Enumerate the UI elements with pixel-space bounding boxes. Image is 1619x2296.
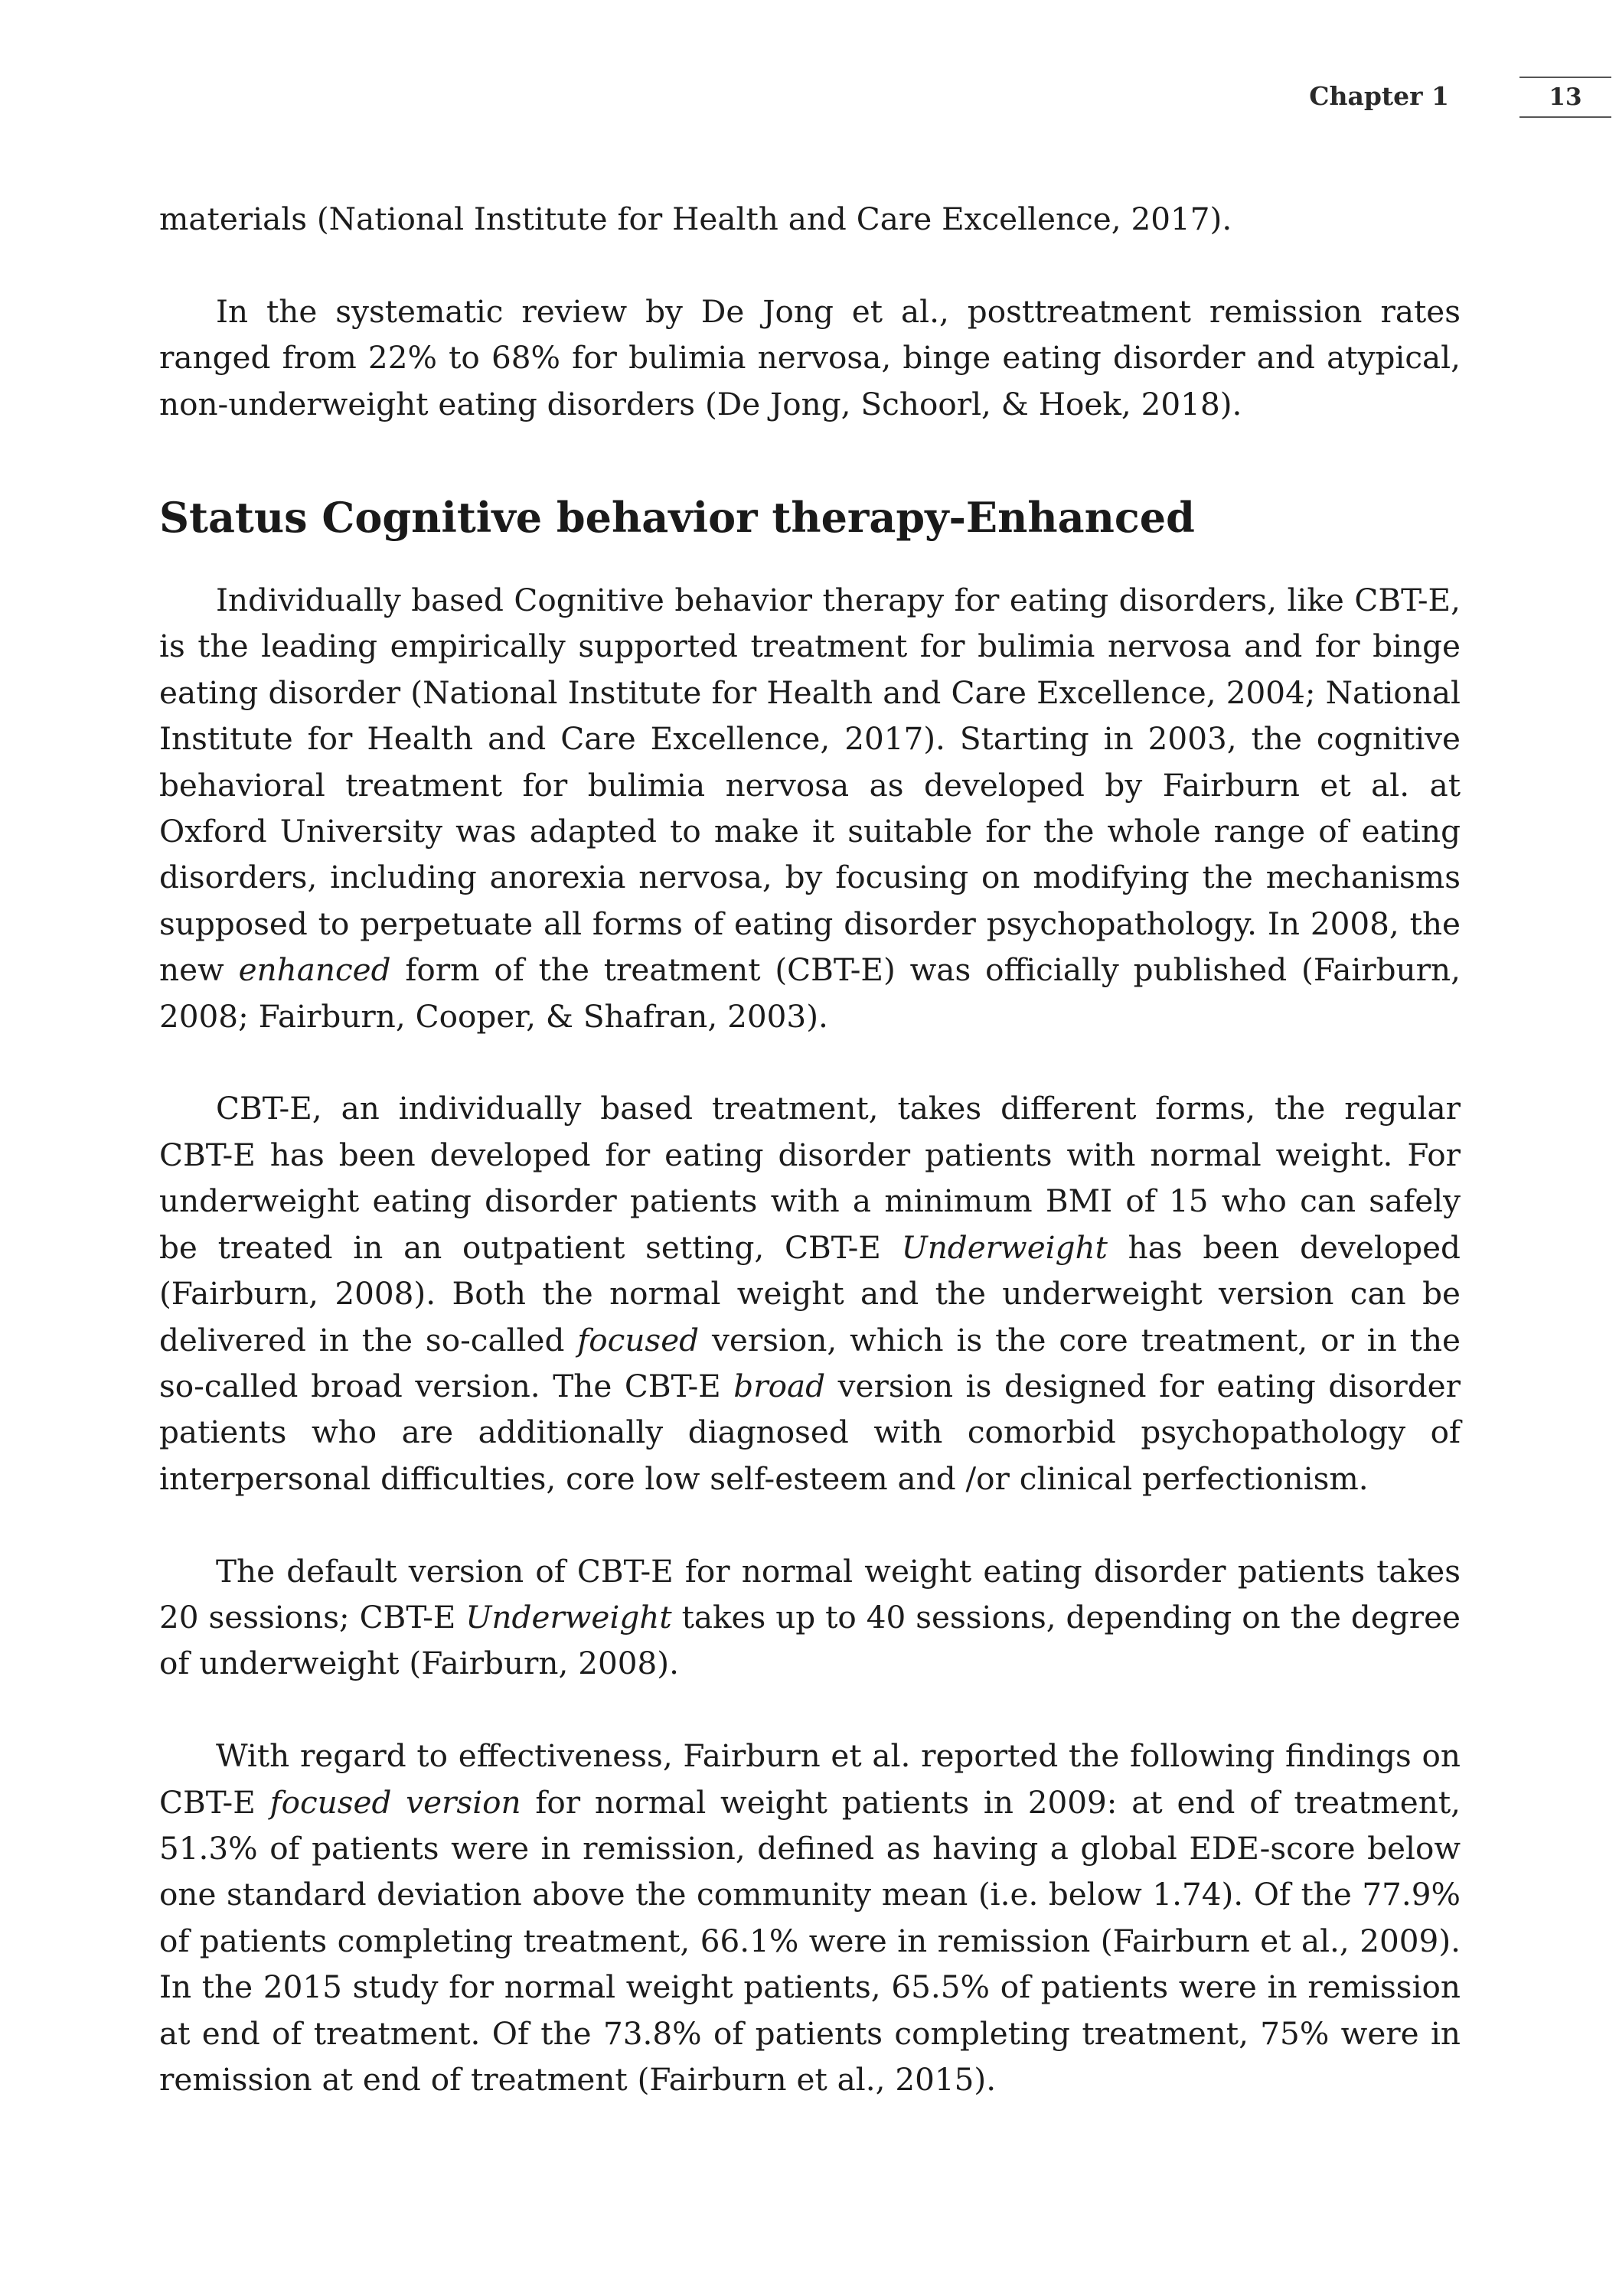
emphasis-underweight: Underweight [901,1228,1108,1266]
section-heading: Status Cognitive behavior therapy-Enhanced [159,493,1195,543]
paragraph-text: version is designed for eating disorder patients who are additionally diagnosed with comorbid psychopathology of interpersonal difficulties, core low self-esteem and /or clinical perfectionism. [159,1367,1461,1497]
paragraph-cbt-e-forms [159,1085,1461,1502]
paragraph-text: form of the treatment (CBT-E) was officially published (Fairburn, 2008; Fairburn, Cooper, & Shafran, 2003). [159,951,1461,1035]
emphasis-enhanced: enhanced [238,951,391,989]
paragraph-cbt-e-intro [159,577,1461,1039]
paragraph-effectiveness [159,1733,1461,2102]
running-header [0,77,1619,122]
paragraph-continuation: materials (National Institute for Health and Care Excellence, 2017). [159,201,1232,237]
paragraph-text: Individually based Cognitive behavior therapy for eating disorders, like CBT-E, is the leading empirically supported treatment for bulimia nervosa and for binge eating disorder (National Institute for Health and Care Excellence, 2004; National Institute for Health and Care Excellence, 2017). Starting in 2003, the cognitive behavioral treatment for bulimia nervosa as developed by Fairburn et al. at Oxford University was adapted to make it suitable for the whole range of eating disorders, including anorexia nervosa, by focusing on modifying the mechanisms supposed to perpetuate all forms of eating disorder psychopathology. In 2008, the new [159,582,1461,989]
paragraph-systematic-review: In the systematic review by De Jong et al., posttreatment remission rates ranged from 22% to 68% for bulimia nervosa, binge eating disorder and atypical, non-underweight eating disorders (De Jong, Schoorl, & Hoek, 2018). [159,292,1461,422]
paragraph-text: has been developed (Fairburn, 2008). Both the normal weight and the underweight version can be delivered in the so-called [159,1228,1461,1358]
paragraph-text: version, which is the core treatment, or in the so-called broad version. The CBT-E [159,1321,1461,1404]
paragraph-text: for normal weight patients in 2009: at end of treatment, 51.3% of patients were in remission, defined as having a global EDE-score below one standard deviation above the community mean (i.e. below 1.74). Of the 77.9% of patients completing treatment, 66.1% were in remission (Fairburn et al., 2009). In the 2015 study for normal weight patients, 65.5% of patients were in remission at end of treatment. Of the 73.8% of patients completing treatment, 75% were in remission at end of treatment (Fairburn et al., 2015). [159,1783,1461,2098]
body-text [159,196,1461,2149]
page-number: 13 [1519,77,1611,118]
paragraph-text: The default version of CBT-E for normal weight eating disorder patients takes 20 sessions; CBT-E [159,1552,1461,1636]
paragraph-text: With regard to effectiveness, Fairburn et al. reported the following findings on CBT-E [159,1737,1461,1821]
paragraph-text: CBT-E, an individually based treatment, takes different forms, the regular CBT-E has been developed for eating disorder patients with normal weight. For underweight eating disorder patients with a minimum BMI of 15 who can safely be treated in an outpatient setting, CBT-E [159,1090,1461,1266]
emphasis-broad: broad [733,1367,826,1404]
paragraph-text: takes up to 40 sessions, depending on the degree of underweight (Fairburn, 2008). [159,1598,1461,1682]
chapter-label: Chapter 1 [1309,81,1449,111]
emphasis-focused: focused [577,1321,700,1358]
emphasis-focused-version: focused version [269,1783,521,1821]
paragraph-default-version [159,1548,1461,1687]
emphasis-underweight: Underweight [465,1598,672,1636]
